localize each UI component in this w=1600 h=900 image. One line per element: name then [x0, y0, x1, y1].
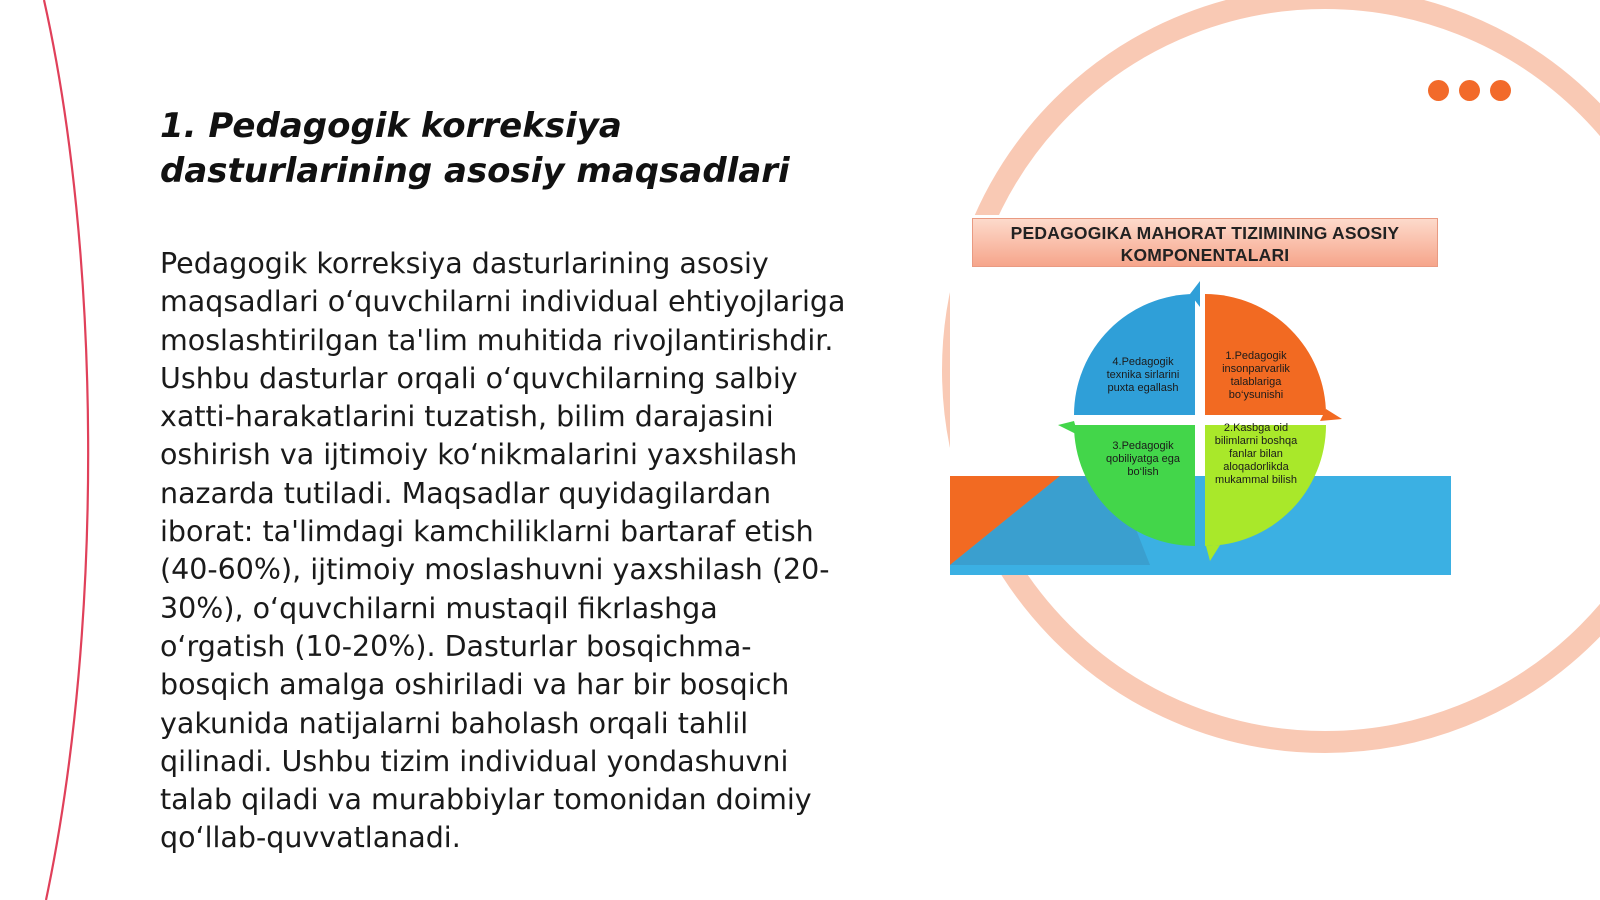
more-dots-icon [1428, 80, 1512, 102]
left-accent-curve [44, 0, 88, 900]
slide-body-text: Pedagogik korreksiya dasturlarining asosiy maqsadlari o‘quvchilarni individual ehtiyojlariga moslashtirilgan ta'lim muhitida rivojlantirishdir. Ushbu dasturlar orqali o‘quvchilarning salbiy xatti-harakatlarini tuzatish, bilim darajasini oshirish va ijtimoiy ko‘nikmalarini yaxshilash nazarda tutiladi. Maqsadlar quyidagilardan iborat: ta'limdagi kamchiliklarni bartaraf etish (40-60%), ijtimoiy moslashuvni yaxshilash (20-30%), o‘quvchilarni mustaqil fikrlashga o‘rgatish (10-20%). Dasturlar bosqichma-bosqich amalga oshiriladi va har bir bosqich yakunida natijalarni baholash orqali tahlil qilinadi. Ushbu tizim individual yondashuvni talab qiladi va murabbiylar tomonidan doimiy qo‘llab-quvvatlanadi. [160, 247, 846, 855]
dot [1490, 80, 1511, 101]
quadrant-label-2: 2.Kasbga oid bilimlarni boshqa fanlar bilan aloqadorlikda mukammal bilish [1214, 422, 1298, 486]
quadrant-label-3: 3.Pedagogik qobiliyatga ega bo‘lish [1105, 440, 1180, 478]
slide-title: 1. Pedagogik korreksiya dasturlarining asosiy maqsadlari [160, 106, 790, 191]
components-diagram-image [950, 215, 1451, 575]
diagram-graphic [950, 215, 1451, 575]
diagram-title: PEDAGOGIKA MAHORAT TIZIMINING ASOSIY KOMPONENTALARI [972, 218, 1438, 267]
dot [1428, 80, 1449, 101]
quadrant-top-left [1074, 294, 1195, 415]
quadrant-label-1: 1.Pedagogik insonparvarlik talablariga bo‘ysunishi [1222, 350, 1290, 401]
dot [1459, 80, 1480, 101]
quadrant-label-4: 4.Pedagogik texnika sirlarini puxta egallash [1106, 356, 1180, 394]
